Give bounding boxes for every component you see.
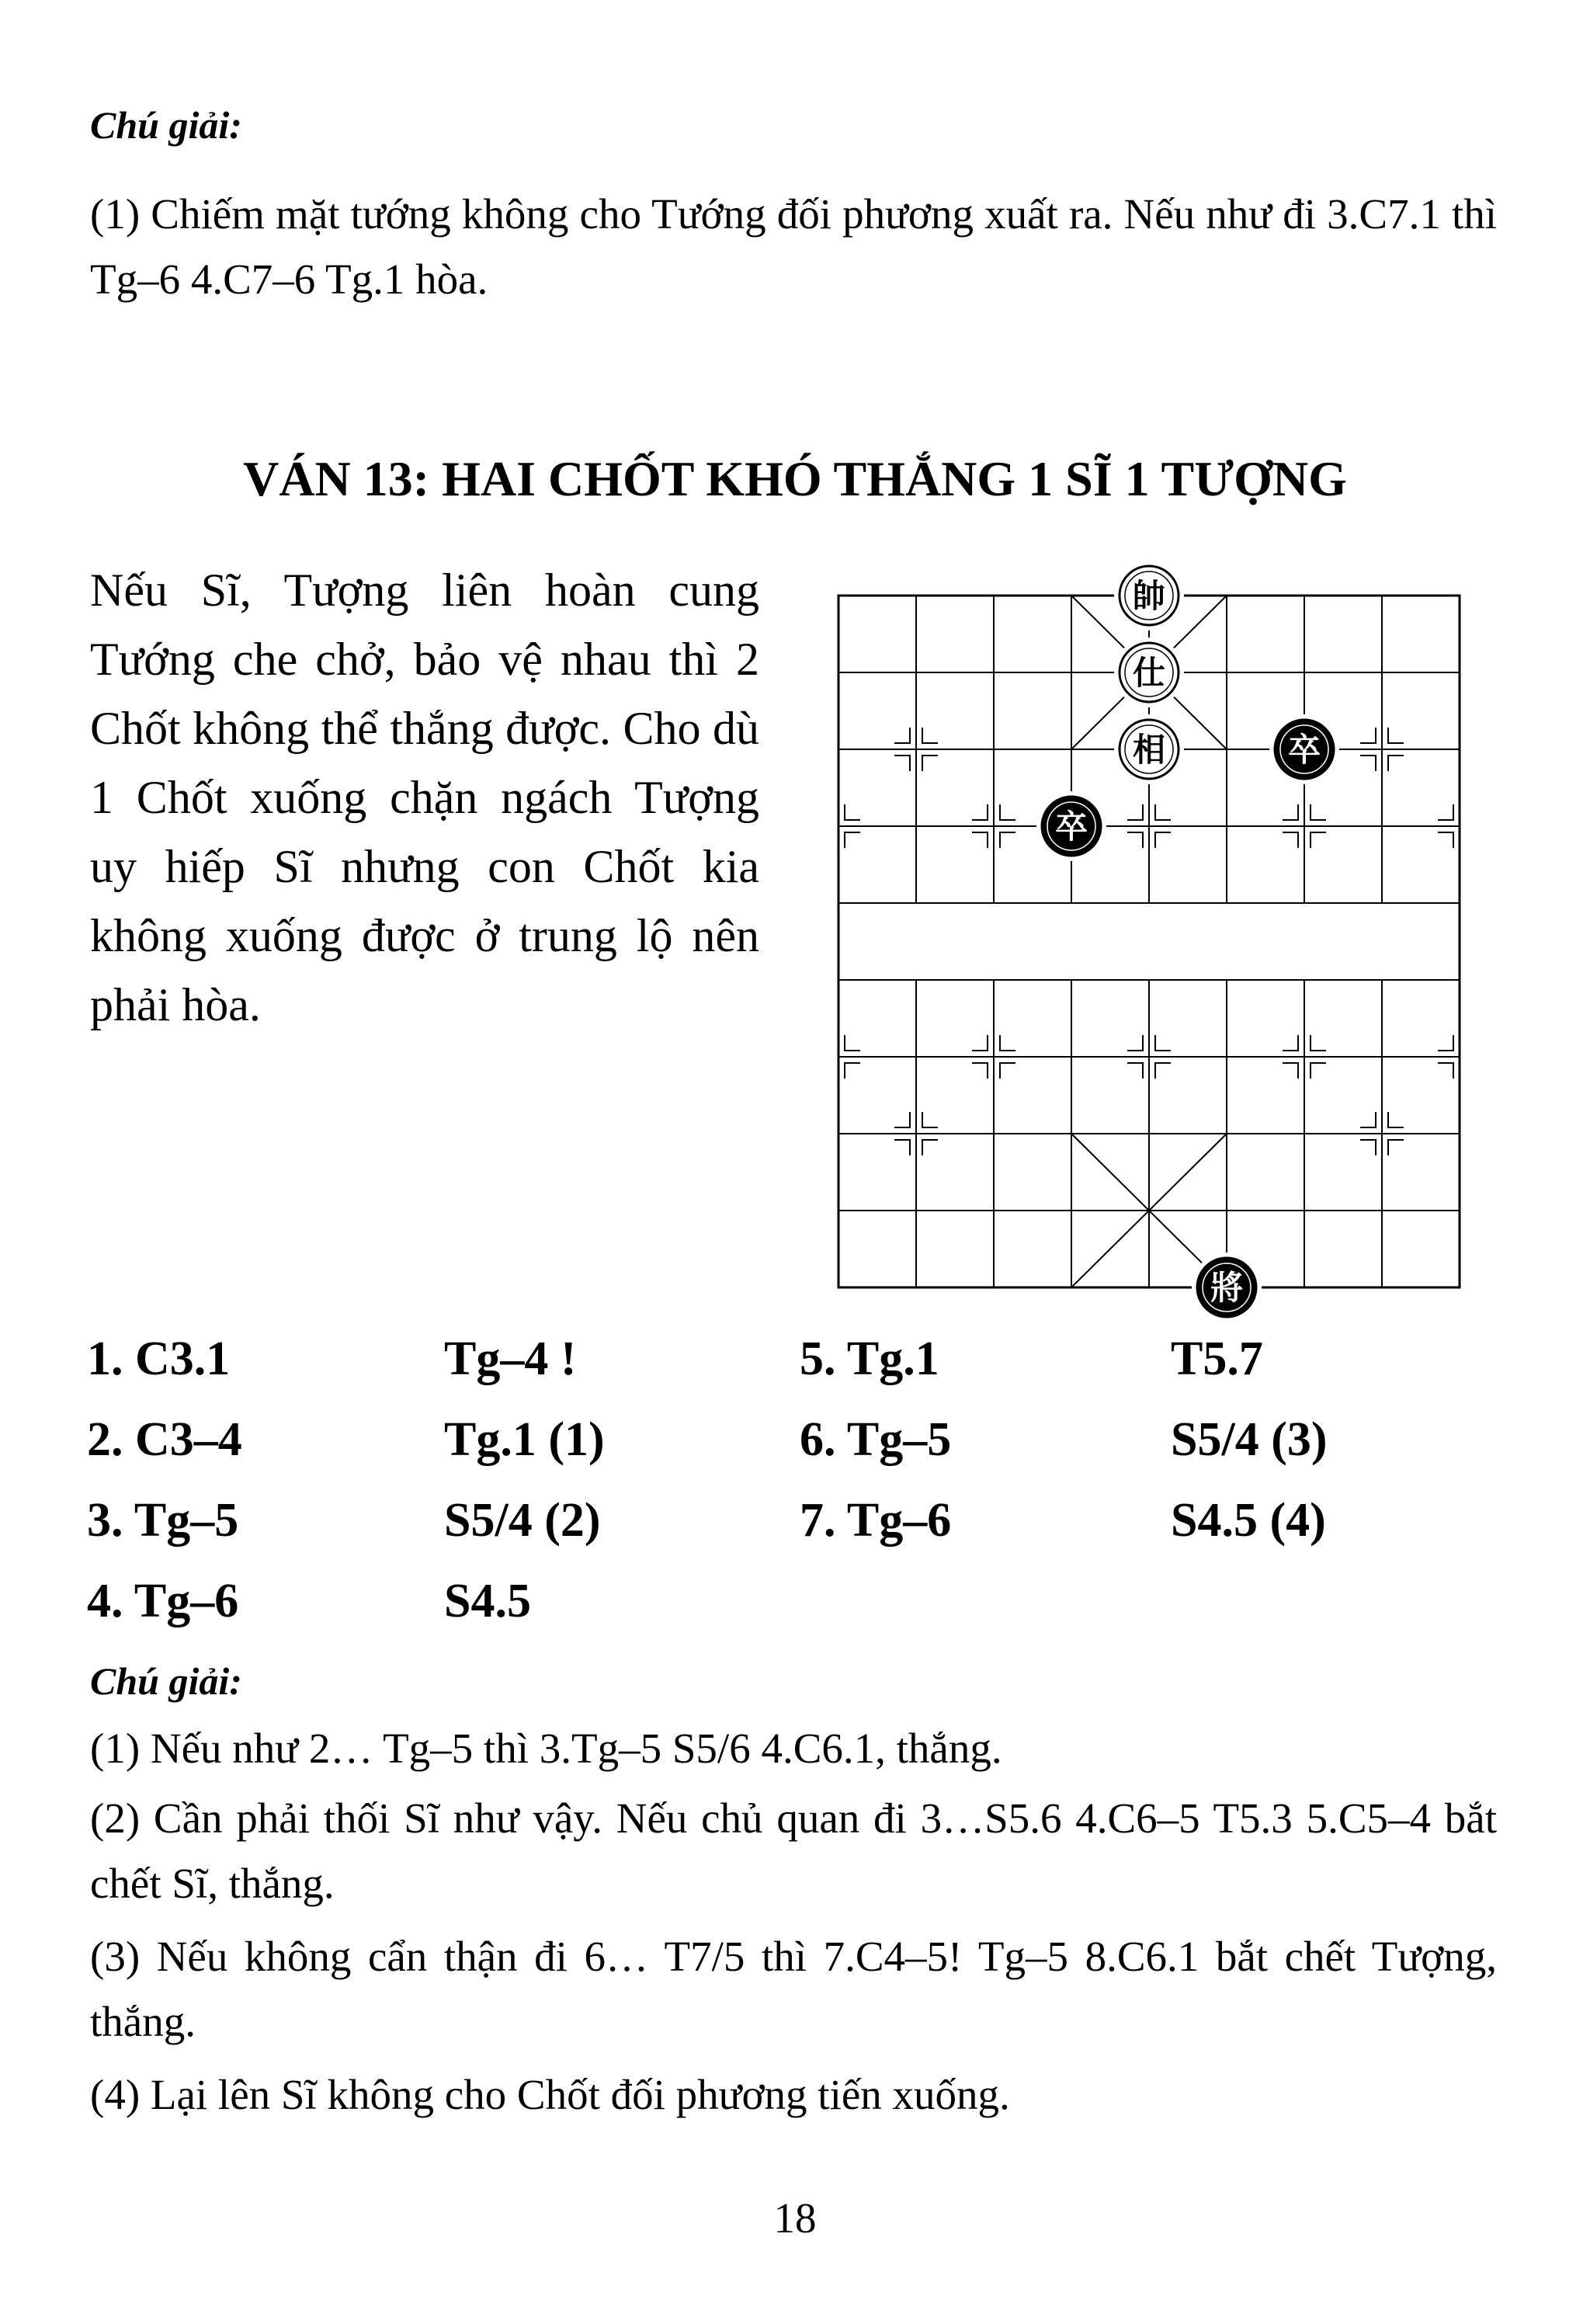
position-marker	[922, 756, 938, 771]
position-marker	[1438, 1035, 1453, 1051]
position-marker	[972, 832, 988, 848]
top-notes-heading: Chú giải:	[90, 103, 242, 147]
position-marker	[1438, 832, 1453, 848]
position-marker	[1311, 832, 1326, 848]
position-marker	[972, 804, 988, 820]
move-cell: S4.5 (4)	[1171, 1494, 1326, 1547]
position-marker	[922, 1140, 938, 1155]
move-cell: S5/4 (3)	[1171, 1413, 1328, 1466]
move-cell: 3. Tg–5	[87, 1494, 239, 1547]
page-number: 18	[773, 2194, 817, 2242]
move-cell: Tg–4 !	[444, 1332, 577, 1385]
position-marker	[972, 1063, 988, 1079]
position-marker	[1388, 756, 1404, 771]
position-marker	[1155, 1063, 1171, 1079]
move-cell: T5.7	[1171, 1332, 1263, 1385]
position-marker	[845, 832, 860, 848]
move-cell: 6. Tg–5	[800, 1413, 952, 1466]
position-marker	[922, 728, 938, 743]
position-marker	[1311, 1063, 1326, 1079]
bottom-notes-heading: Chú giải:	[90, 1659, 242, 1703]
position-marker	[845, 804, 860, 820]
position-marker	[1360, 1140, 1376, 1155]
red-elephant-label: 相	[1132, 731, 1166, 769]
move-cell: 1. C3.1	[87, 1332, 231, 1385]
move-cell: S5/4 (2)	[444, 1494, 601, 1547]
move-cell: S4.5	[444, 1575, 531, 1627]
red-general-label: 帥	[1132, 577, 1166, 615]
position-marker	[1127, 1035, 1143, 1051]
red-advisor-label: 仕	[1132, 654, 1166, 692]
position-marker	[1283, 804, 1298, 820]
top-note-1: (1) Chiếm mặt tướng không cho Tướng đối phương xuất ra. Nếu như đi 3.C7.1 thì Tg–6 4.C7–6 Tg.1 hòa.	[90, 190, 1497, 303]
bottom-note-1: (1) Nếu như 2… Tg–5 thì 3.Tg–5 S5/6 4.C6.1, thắng.	[90, 1725, 1002, 1772]
position-marker	[1127, 832, 1143, 848]
position-marker	[894, 1140, 910, 1155]
position-marker	[1311, 804, 1326, 820]
section-title: VÁN 13: HAI CHỐT KHÓ THẮNG 1 SĨ 1 TƯỢNG	[243, 451, 1347, 506]
black-soldier-b-label: 卒	[1054, 808, 1088, 846]
position-marker	[1283, 1035, 1298, 1051]
position-marker	[1388, 1140, 1404, 1155]
position-marker	[1283, 832, 1298, 848]
position-marker	[894, 728, 910, 743]
position-marker	[972, 1035, 988, 1051]
xiangqi-board	[823, 555, 1475, 1324]
position-marker	[1283, 1063, 1298, 1079]
section-intro: Nếu Sĩ, Tượng liên hoàn cung Tướng che chở, bảo vệ nhau thì 2 Chốt không thể thắng được. Cho dù 1 Chốt xuống chặn ngách Tượng uy hiếp Sĩ nhưng con Chốt kia không xuống được ở trung lộ nên phải hòa.	[90, 564, 759, 1030]
position-marker	[922, 1112, 938, 1127]
position-marker	[894, 1112, 910, 1127]
position-marker	[1388, 1112, 1404, 1127]
board-diagram	[823, 555, 1475, 1324]
position-marker	[894, 756, 910, 771]
black-general-label: 將	[1210, 1269, 1244, 1307]
position-marker	[1000, 1063, 1015, 1079]
move-cell: Tg.1 (1)	[444, 1413, 605, 1466]
bottom-note-3: (3) Nếu không cẩn thận đi 6… T7/5 thì 7.C4–5! Tg–5 8.C6.1 bắt chết Tượng, thắng.	[90, 1933, 1497, 2045]
position-marker	[1127, 804, 1143, 820]
position-marker	[1155, 1035, 1171, 1051]
bottom-note-2: (2) Cần phải thối Sĩ như vậy. Nếu chủ quan đi 3…S5.6 4.C6–5 T5.3 5.C5–4 bắt chết Sĩ, thắng.	[90, 1794, 1497, 1907]
position-marker	[1127, 1063, 1143, 1079]
black-soldier-a-label: 卒	[1287, 731, 1321, 769]
position-marker	[845, 1063, 860, 1079]
move-cell: 5. Tg.1	[800, 1332, 939, 1385]
position-marker	[1000, 832, 1015, 848]
position-marker	[1155, 804, 1171, 820]
position-marker	[845, 1035, 860, 1051]
bottom-note-4: (4) Lại lên Sĩ không cho Chốt đối phương tiến xuống.	[90, 2071, 1010, 2118]
position-marker	[1360, 756, 1376, 771]
position-marker	[1000, 1035, 1015, 1051]
position-marker	[1360, 1112, 1376, 1127]
position-marker	[1000, 804, 1015, 820]
position-marker	[1360, 728, 1376, 743]
position-marker	[1438, 1063, 1453, 1079]
move-cell: 2. C3–4	[87, 1413, 242, 1466]
moves-table	[87, 1332, 1523, 1658]
move-cell: 4. Tg–6	[87, 1575, 239, 1627]
position-marker	[1388, 728, 1404, 743]
position-marker	[1155, 832, 1171, 848]
position-marker	[1438, 804, 1453, 820]
move-cell: 7. Tg–6	[800, 1494, 952, 1547]
position-marker	[1311, 1035, 1326, 1051]
